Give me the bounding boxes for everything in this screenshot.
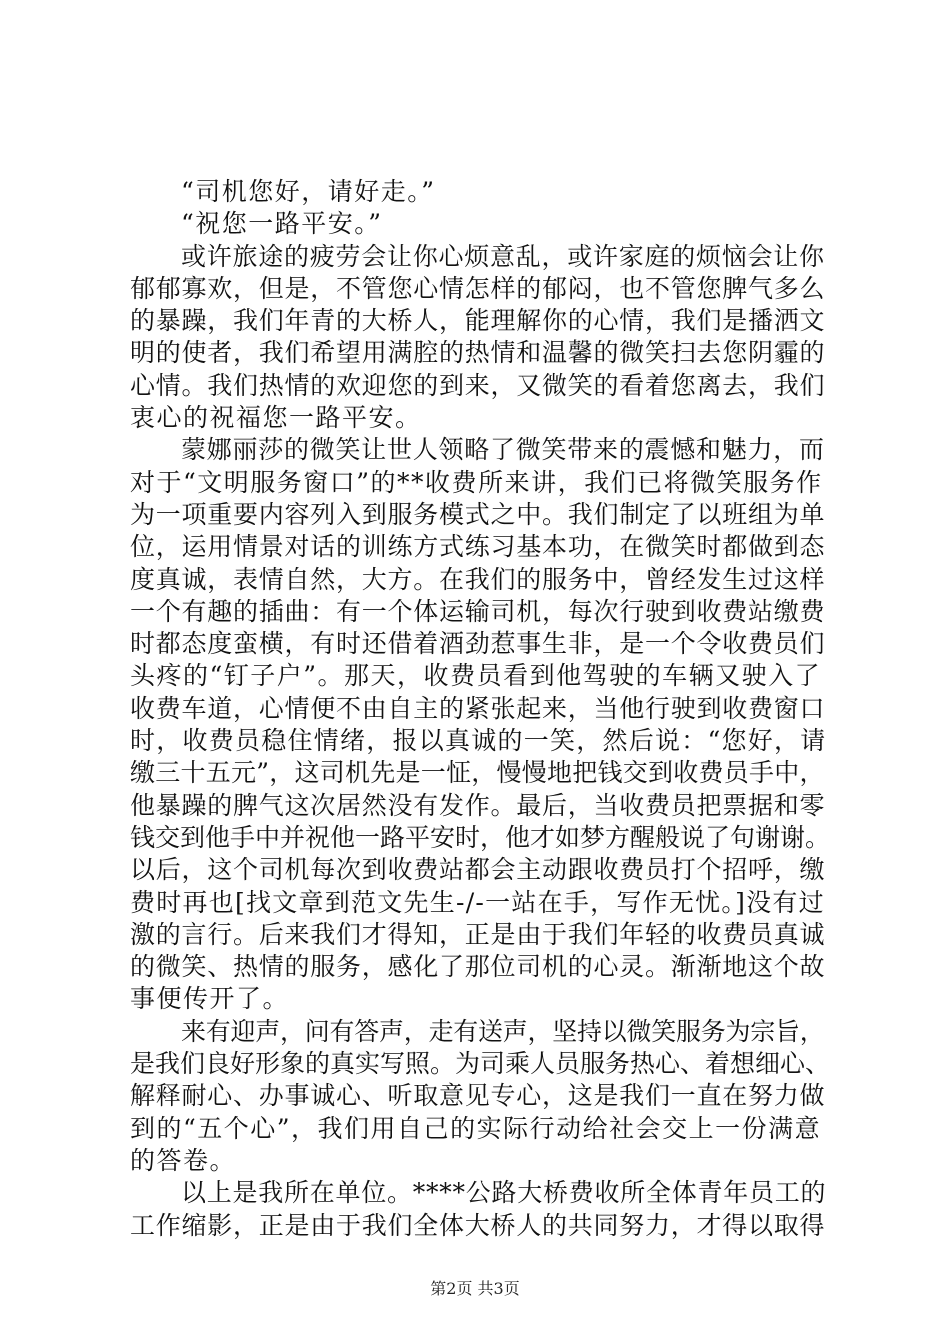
- page-footer: 第2页 共3页: [430, 1279, 520, 1298]
- text-line: 到的“五个心”，我们用自己的实际行动给社会交上一份满意: [130, 1113, 822, 1143]
- text-line: 为一项重要内容列入到服务模式之中。我们制定了以班组为单: [130, 499, 826, 529]
- text-line: 工作缩影，正是由于我们全体大桥人的共同努力，才得以取得: [130, 1210, 826, 1240]
- text-line: 解释耐心、办事诚心、听取意见专心，这是我们一直在努力做: [130, 1081, 826, 1111]
- text-line: 度真诚，表情自然，大方。在我们的服务中，曾经发生过这样: [130, 564, 826, 594]
- text-line: 一个有趣的插曲：有一个体运输司机，每次行驶到收费站缴费: [130, 596, 826, 626]
- text-line: 缴三十五元”，这司机先是一怔，慢慢地把钱交到收费员手中，: [130, 758, 825, 788]
- text-line: 他暴躁的脾气这次居然没有发作。最后，当收费员把票据和零: [130, 790, 826, 820]
- text-line: “司机您好，请好走。”: [181, 177, 436, 206]
- text-line: 费时再也[找文章到范文先生-/-一站在手，写作无忧。]没有过: [130, 887, 825, 917]
- text-line: 蒙娜丽莎的微笑让世人领略了微笑带来的震憾和魅力，而: [181, 435, 825, 465]
- text-line: “祝您一路平安。”: [181, 209, 383, 239]
- text-line: 对于“文明服务窗口”的**收费所来讲，我们已将微笑服务作: [130, 467, 823, 497]
- text-line: 来有迎声，问有答声，走有送声，坚持以微笑服务为宗旨，: [181, 1016, 825, 1046]
- text-line: 位，运用情景对话的训练方式练习基本功，在微笑时都做到态: [130, 532, 826, 562]
- text-line: 的微笑、热情的服务，感化了那位司机的心灵。渐渐地这个故: [130, 952, 826, 982]
- text-line: 时都态度蛮横，有时还借着酒劲惹事生非，是一个令收费员们: [130, 629, 826, 659]
- text-line: 是我们良好形象的真实写照。为司乘人员服务热心、着想细心、: [130, 1049, 831, 1079]
- text-line: 心情。我们热情的欢迎您的到来，又微笑的看着您离去，我们: [130, 370, 826, 400]
- text-line: 头疼的“钉子户”。那天，收费员看到他驾驶的车辆又驶入了: [130, 661, 822, 691]
- text-line: 的暴躁，我们年青的大桥人，能理解你的心情，我们是播洒文: [130, 306, 826, 336]
- text-line: 明的使者，我们希望用满腔的热情和温馨的微笑扫去您阴霾的: [130, 338, 826, 368]
- text-line: 的答卷。: [130, 1145, 237, 1175]
- body-text: [130, 176, 830, 1242]
- text-line: 收费车道，心情便不由自主的紧张起来，当他行驶到收费窗口: [130, 693, 826, 723]
- text-line: 以上是我所在单位。****公路大桥费收所全体青年员工的: [181, 1178, 827, 1208]
- text-line: 以后，这个司机每次到收费站都会主动跟收费员打个招呼，缴: [130, 855, 826, 885]
- text-line: 郁郁寡欢，但是，不管您心情怎样的郁闷，也不管您脾气多么: [130, 273, 826, 303]
- text-line: 衷心的祝福您一路平安。: [130, 403, 422, 433]
- text-line: 时，收费员稳住情绪，报以真诚的一笑，然后说：“您好，请: [130, 726, 827, 756]
- text-line: 或许旅途的疲劳会让你心烦意乱，或许家庭的烦恼会让你: [181, 241, 825, 271]
- text-line: 钱交到他手中并祝他一路平安时，他才如梦方醒般说了句谢谢。: [130, 822, 831, 852]
- text-line: 激的言行。后来我们才得知，正是由于我们年轻的收费员真诚: [130, 919, 826, 949]
- text-line: 事便传开了。: [130, 984, 290, 1014]
